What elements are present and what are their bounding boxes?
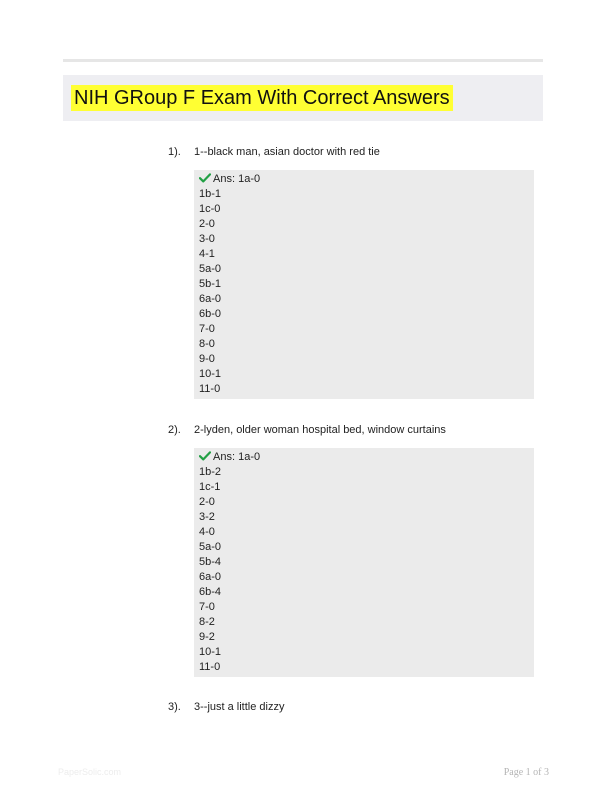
answer-line: 7-0: [199, 601, 215, 613]
answer-line: 2-0: [199, 496, 215, 508]
page-number: Page 1 of 3: [503, 767, 549, 778]
question-number: 1).: [168, 146, 181, 158]
question-text: 1--black man, asian doctor with red tie: [194, 146, 380, 158]
answer-line: 5b-4: [199, 556, 222, 568]
answer-line: 7-0: [199, 323, 215, 335]
top-divider: [63, 59, 543, 62]
answer-value: 1a-0: [238, 173, 261, 185]
answer-line: 6b-4: [199, 586, 222, 598]
title-banner: [63, 75, 543, 121]
page-title: NIH GRoup F Exam With Correct Answers: [71, 85, 453, 111]
answer-line: 10-1: [199, 646, 222, 658]
answer-line: 11-0: [199, 383, 221, 395]
check-icon: [199, 451, 211, 461]
answer-line: 5a-0: [199, 263, 222, 275]
answer-line: 8-0: [199, 338, 215, 350]
question-text: 3--just a little dizzy: [194, 701, 285, 713]
answer-line: 1c-0: [199, 203, 221, 215]
answer-line: 3-0: [199, 233, 215, 245]
answer-line: 5b-1: [199, 278, 222, 290]
answer-prefix: Ans:: [213, 451, 239, 463]
answer-box: [194, 170, 534, 399]
answer-line: 10-1: [199, 368, 222, 380]
answer-value: 1a-0: [238, 451, 261, 463]
answer-line: 8-2: [199, 616, 215, 628]
answer-line: 3-2: [199, 511, 215, 523]
answer-line: 1b-1: [199, 188, 222, 200]
answer-line: 9-2: [199, 631, 215, 643]
question-number: 2).: [168, 424, 181, 436]
check-icon: [199, 173, 211, 183]
question-text: 2-lyden, older woman hospital bed, window curtains: [194, 424, 446, 436]
answer-line: 11-0: [199, 661, 221, 673]
answer-line: 9-0: [199, 353, 215, 365]
answer-box: [194, 448, 534, 677]
answer-line: 6b-0: [199, 308, 222, 320]
answer-line: [199, 450, 534, 465]
answer-line: 5a-0: [199, 541, 222, 553]
footer-watermark: PaperSolic.com: [58, 767, 122, 777]
answer-line: [199, 172, 534, 187]
answer-line: 6a-0: [199, 571, 222, 583]
answer-prefix: Ans:: [213, 173, 239, 185]
answer-line: 1b-2: [199, 466, 222, 478]
answer-line: 4-0: [199, 526, 215, 538]
answer-line: 2-0: [199, 218, 215, 230]
answer-line: 6a-0: [199, 293, 222, 305]
question-number: 3).: [168, 701, 181, 713]
answer-line: 4-1: [199, 248, 215, 260]
answer-line: 1c-1: [199, 481, 221, 493]
